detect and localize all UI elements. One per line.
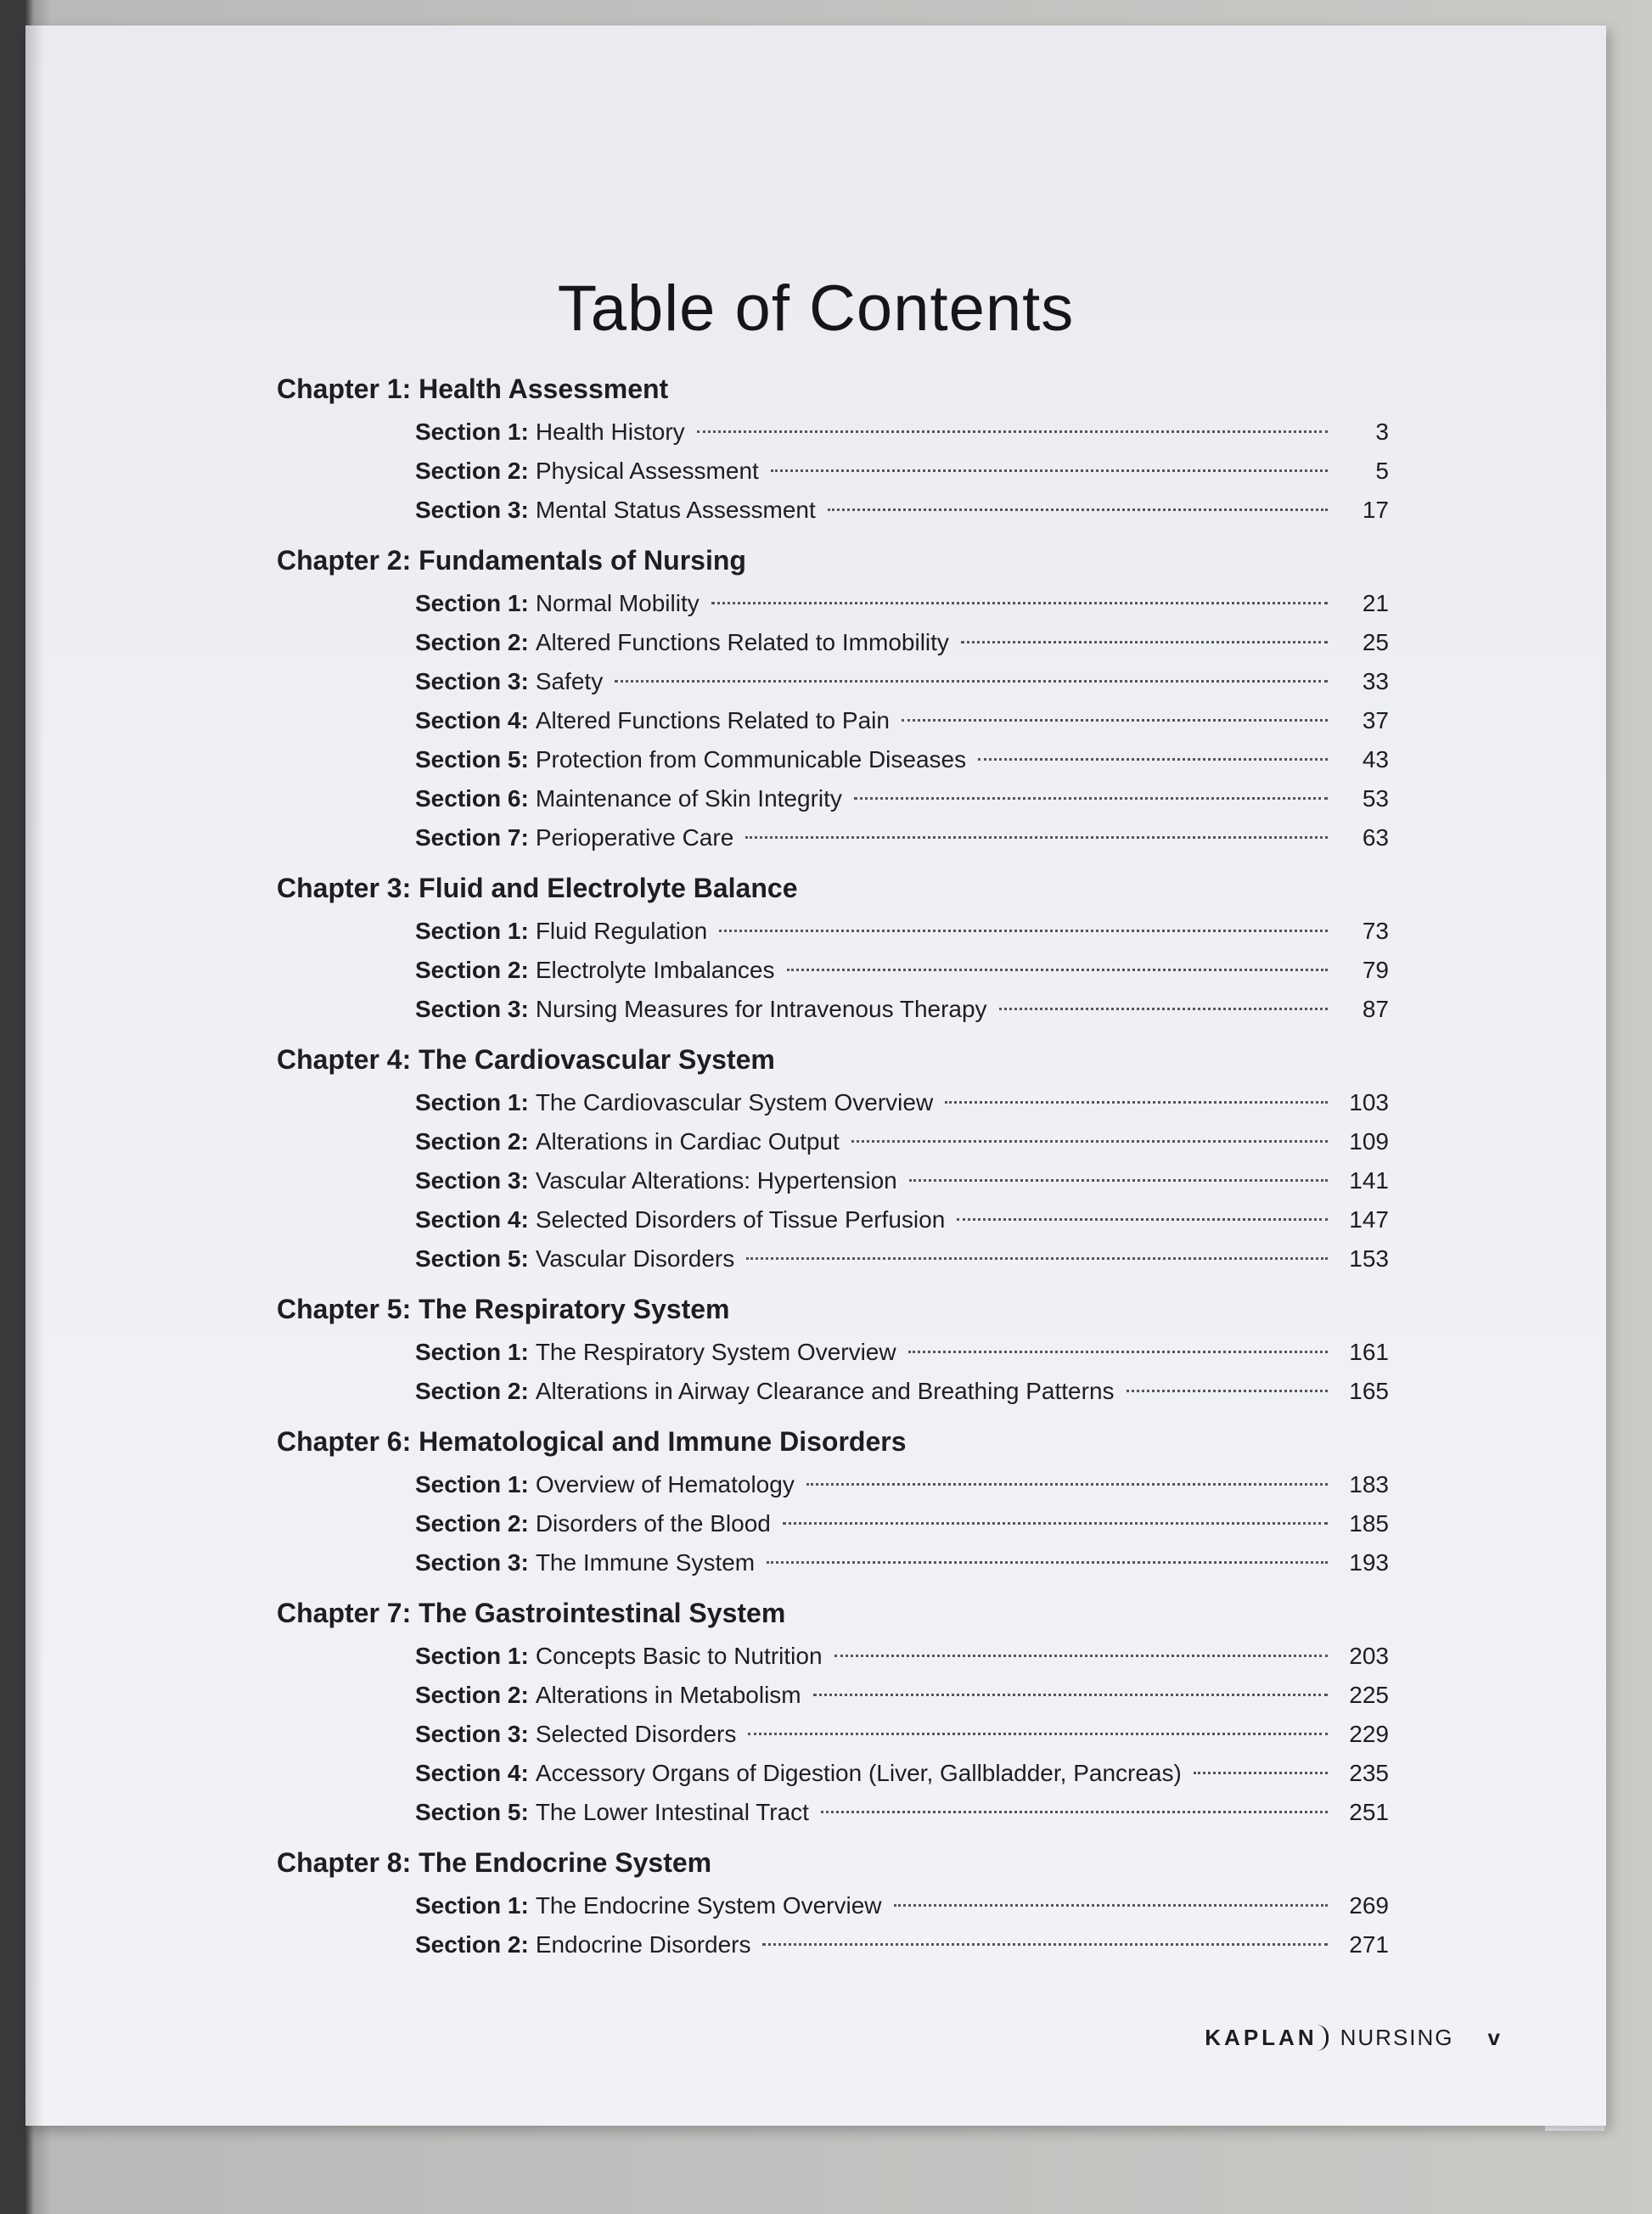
chapter-title: Health Assessment [419, 374, 669, 404]
chapter-heading [277, 1285, 1389, 1333]
section-page-number: 165 [1349, 1378, 1389, 1404]
dot-leader [748, 1733, 1328, 1735]
section-page-number: 103 [1349, 1089, 1389, 1115]
chapter-heading [277, 365, 1389, 413]
chapter-heading [277, 537, 1389, 584]
dot-leader [999, 1008, 1328, 1010]
section-page-number: 147 [1349, 1206, 1389, 1233]
section-title: The Immune System [535, 1549, 756, 1576]
section-title: Maintenance of Skin Integrity [535, 785, 842, 812]
book-page [25, 25, 1606, 2126]
section-entry [415, 912, 1389, 951]
section-page-number: 269 [1349, 1892, 1389, 1919]
section-number: Section 2: [415, 1510, 529, 1537]
chapter-number: Chapter 3: [277, 873, 412, 903]
section-title: Selected Disorders [535, 1721, 737, 1747]
section-number: Section 6: [415, 785, 529, 812]
section-number: Section 3: [415, 1721, 529, 1747]
section-entry [415, 1715, 1389, 1754]
section-entry [415, 1504, 1389, 1543]
section-title: Protection from Communicable Diseases [535, 746, 967, 773]
chapter-title: The Cardiovascular System [419, 1044, 775, 1075]
dot-leader [762, 1943, 1328, 1946]
section-page-number: 21 [1362, 590, 1389, 616]
section-entry [415, 1333, 1389, 1372]
section-number: Section 1: [415, 419, 529, 445]
section-number: Section 3: [415, 668, 529, 694]
section-title: Vascular Disorders [535, 1245, 735, 1272]
section-entry [415, 1793, 1389, 1832]
dot-leader [697, 430, 1328, 433]
chapter-entry [277, 1418, 1389, 1582]
section-title: Vascular Alterations: Hypertension [535, 1167, 897, 1194]
section-entry [415, 1754, 1389, 1793]
section-entry [415, 1372, 1389, 1411]
section-page-number: 37 [1362, 707, 1389, 733]
chapter-number: Chapter 7: [277, 1598, 412, 1628]
section-page-number: 43 [1362, 746, 1389, 773]
dot-leader [957, 1218, 1328, 1221]
dot-leader [813, 1694, 1328, 1696]
section-page-number: 203 [1349, 1643, 1389, 1669]
chapter-heading [277, 1839, 1389, 1886]
chapter-title: Hematological and Immune Disorders [419, 1426, 907, 1457]
section-number: Section 4: [415, 1760, 529, 1786]
section-title: Perioperative Care [535, 824, 734, 851]
chapter-heading [277, 1418, 1389, 1465]
section-title: The Endocrine System Overview [535, 1892, 882, 1919]
section-page-number: 161 [1349, 1339, 1389, 1365]
dot-leader [783, 1522, 1328, 1525]
section-number: Section 5: [415, 746, 529, 773]
chapter-entry [277, 864, 1389, 1029]
kaplan-logo: KAPLAN [1205, 2025, 1328, 2051]
section-title: Altered Functions Related to Immobility [535, 629, 949, 655]
section-number: Section 2: [415, 1682, 529, 1708]
chapter-number: Chapter 8: [277, 1847, 412, 1878]
section-entry [415, 1465, 1389, 1504]
section-title: Alterations in Cardiac Output [535, 1128, 840, 1155]
dot-leader [1127, 1390, 1328, 1392]
section-number: Section 2: [415, 1378, 529, 1404]
section-title: Overview of Hematology [535, 1471, 795, 1498]
section-number: Section 2: [415, 458, 529, 484]
section-title: Mental Status Assessment [535, 497, 816, 523]
dot-leader [978, 758, 1328, 761]
section-title: Disorders of the Blood [535, 1510, 771, 1537]
chapter-heading [277, 1036, 1389, 1083]
chapter-entry [277, 537, 1389, 857]
chapter-title: Fundamentals of Nursing [419, 545, 746, 576]
dot-leader [767, 1561, 1328, 1564]
section-number: Section 2: [415, 957, 529, 983]
section-number: Section 1: [415, 1339, 529, 1365]
section-number: Section 5: [415, 1245, 529, 1272]
section-title: Fluid Regulation [535, 918, 708, 944]
page-number: v [1487, 2025, 1500, 2050]
section-page-number: 3 [1375, 419, 1389, 445]
section-title: Endocrine Disorders [535, 1931, 751, 1958]
section-entry [415, 990, 1389, 1029]
section-page-number: 185 [1349, 1510, 1389, 1537]
chapter-number: Chapter 1: [277, 374, 412, 404]
section-number: Section 5: [415, 1799, 529, 1825]
section-page-number: 153 [1349, 1245, 1389, 1272]
section-number: Section 1: [415, 1471, 529, 1498]
section-entry [415, 491, 1389, 530]
section-entry [415, 1239, 1389, 1278]
section-page-number: 63 [1362, 824, 1389, 851]
section-page-number: 5 [1375, 458, 1389, 484]
dot-leader [711, 602, 1328, 604]
dot-leader [894, 1904, 1328, 1907]
section-title: Nursing Measures for Intravenous Therapy [535, 996, 987, 1022]
dot-leader [821, 1811, 1328, 1813]
section-entry [415, 1676, 1389, 1715]
chapter-title: The Endocrine System [419, 1847, 712, 1878]
dot-leader [945, 1101, 1328, 1104]
section-page-number: 225 [1349, 1682, 1389, 1708]
section-entry [415, 701, 1389, 740]
section-title: Normal Mobility [535, 590, 700, 616]
section-number: Section 4: [415, 707, 529, 733]
chapter-entry [277, 1839, 1389, 1964]
table-of-contents [277, 365, 1389, 1971]
section-page-number: 53 [1362, 785, 1389, 812]
section-number: Section 1: [415, 1643, 529, 1669]
section-page-number: 193 [1349, 1549, 1389, 1576]
section-page-number: 141 [1349, 1167, 1389, 1194]
section-page-number: 229 [1349, 1721, 1389, 1747]
section-number: Section 7: [415, 824, 529, 851]
section-entry [415, 740, 1389, 779]
section-number: Section 4: [415, 1206, 529, 1233]
section-title: Altered Functions Related to Pain [535, 707, 890, 733]
section-number: Section 2: [415, 629, 529, 655]
section-page-number: 25 [1362, 629, 1389, 655]
section-entry [415, 1925, 1389, 1964]
chapter-number: Chapter 6: [277, 1426, 412, 1457]
section-entry [415, 623, 1389, 662]
section-page-number: 271 [1349, 1931, 1389, 1958]
section-number: Section 1: [415, 1089, 529, 1115]
section-title: Selected Disorders of Tissue Perfusion [535, 1206, 946, 1233]
section-entry [415, 1161, 1389, 1200]
dot-leader [746, 1257, 1328, 1260]
dot-leader [615, 680, 1328, 683]
page-footer [1205, 2025, 1500, 2051]
section-entry [415, 951, 1389, 990]
section-number: Section 1: [415, 1892, 529, 1919]
chapter-heading [277, 864, 1389, 912]
chapter-title: The Respiratory System [419, 1294, 730, 1324]
chapter-number: Chapter 4: [277, 1044, 412, 1075]
chapter-entry [277, 365, 1389, 530]
section-title: Electrolyte Imbalances [535, 957, 775, 983]
section-page-number: 17 [1362, 497, 1389, 523]
section-number: Section 2: [415, 1128, 529, 1155]
dot-leader [908, 1351, 1328, 1353]
section-title: Concepts Basic to Nutrition [535, 1643, 823, 1669]
dot-leader [902, 719, 1328, 722]
footer-imprint: NURSING [1340, 2025, 1454, 2050]
section-entry [415, 1083, 1389, 1122]
section-entry [415, 1122, 1389, 1161]
section-page-number: 109 [1349, 1128, 1389, 1155]
dot-leader [961, 641, 1328, 643]
section-entry [415, 584, 1389, 623]
dot-leader [828, 509, 1328, 511]
section-page-number: 87 [1362, 996, 1389, 1022]
section-page-number: 33 [1362, 668, 1389, 694]
section-number: Section 3: [415, 996, 529, 1022]
dot-leader [851, 1140, 1328, 1143]
dot-leader [1194, 1772, 1328, 1774]
section-page-number: 235 [1349, 1760, 1389, 1786]
chapter-title: The Gastrointestinal System [419, 1598, 786, 1628]
section-number: Section 3: [415, 497, 529, 523]
section-entry [415, 1886, 1389, 1925]
chapter-heading [277, 1589, 1389, 1637]
chapter-number: Chapter 2: [277, 545, 412, 576]
section-title: Physical Assessment [535, 458, 759, 484]
section-page-number: 73 [1362, 918, 1389, 944]
section-number: Section 3: [415, 1549, 529, 1576]
chapter-entry [277, 1285, 1389, 1411]
dot-leader [719, 930, 1328, 932]
page-title: Table of Contents [557, 273, 1075, 345]
dot-leader [834, 1655, 1328, 1657]
section-entry [415, 1637, 1389, 1676]
section-entry [415, 413, 1389, 452]
section-number: Section 1: [415, 590, 529, 616]
section-entry [415, 779, 1389, 818]
section-number: Section 2: [415, 1931, 529, 1958]
section-entry [415, 452, 1389, 491]
section-page-number: 251 [1349, 1799, 1389, 1825]
dot-leader [771, 469, 1328, 472]
section-page-number: 183 [1349, 1471, 1389, 1498]
chapter-entry [277, 1036, 1389, 1278]
section-title: Alterations in Metabolism [535, 1682, 801, 1708]
section-title: Safety [535, 668, 604, 694]
chapter-title: Fluid and Electrolyte Balance [419, 873, 798, 903]
dot-leader [854, 797, 1328, 800]
dot-leader [787, 969, 1329, 971]
section-entry [415, 662, 1389, 701]
section-title: Health History [535, 419, 685, 445]
section-title: Alterations in Airway Clearance and Breathing Patterns [535, 1378, 1115, 1404]
section-page-number: 79 [1362, 957, 1389, 983]
section-entry [415, 818, 1389, 857]
section-title: The Respiratory System Overview [535, 1339, 896, 1365]
section-number: Section 3: [415, 1167, 529, 1194]
dot-leader [909, 1179, 1328, 1182]
dot-leader [745, 836, 1328, 839]
section-number: Section 1: [415, 918, 529, 944]
chapter-number: Chapter 5: [277, 1294, 412, 1324]
section-title: The Cardiovascular System Overview [535, 1089, 934, 1115]
section-entry [415, 1543, 1389, 1582]
section-entry [415, 1200, 1389, 1239]
dot-leader [806, 1483, 1328, 1486]
chapter-entry [277, 1589, 1389, 1832]
section-title: Accessory Organs of Digestion (Liver, Gallbladder, Pancreas) [535, 1760, 1182, 1786]
section-title: The Lower Intestinal Tract [535, 1799, 809, 1825]
